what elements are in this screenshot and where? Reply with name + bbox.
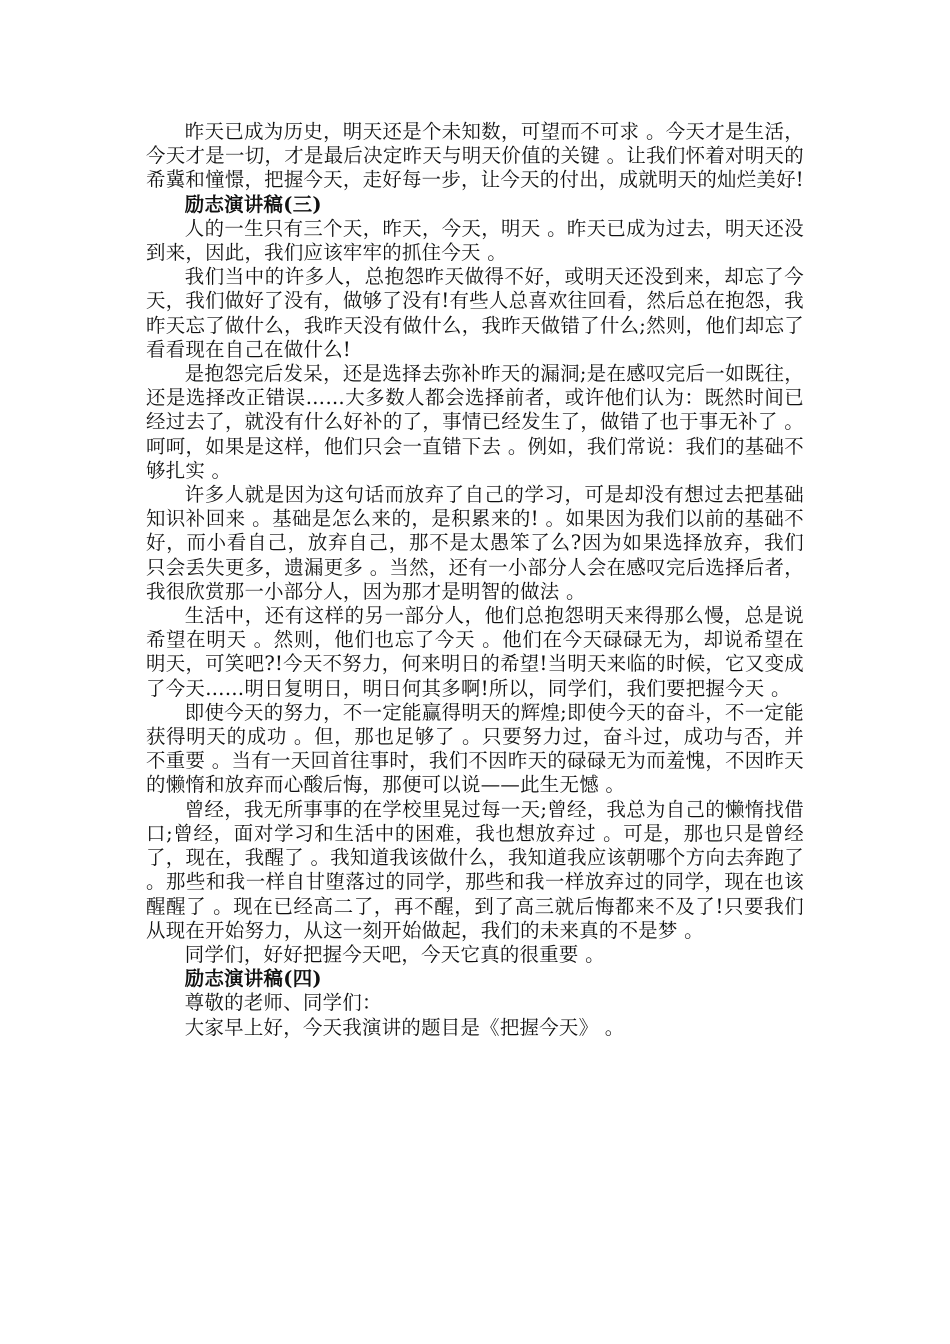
paragraph: 昨天已成为历史，明天还是个未知数，可望而不可求 。今天才是生活，今天才是一切，才是最后决定昨天与明天价值的关键 。让我们怀着对明天的希冀和憧憬，把握今天，走好每一步，让今天的付出，成就明天的灿烂美好! <box>146 120 804 192</box>
paragraph: 人的一生只有三个天，昨天，今天，明天 。昨天已成为过去，明天还没到来，因此，我们应该牢牢的抓住今天 。 <box>146 216 804 265</box>
paragraph: 大家早上好，今天我演讲的题目是《把握今天》 。 <box>184 1015 625 1039</box>
document-body <box>146 120 804 1040</box>
paragraph: 即使今天的努力，不一定能赢得明天的辉煌;即使今天的奋斗，不一定能获得明天的成功 。但，那也足够了 。只要努力过，奋斗过，成功与否，并不重要 。当有一天回首往事时，我们不因昨天的碌碌无为而羞愧，不因昨天的懒惰和放弃而心酸后悔，那便可以说——此生无憾 。 <box>146 700 804 797</box>
paragraph: 我们当中的许多人，总抱怨昨天做得不好，或明天还没到来，却忘了今天，我们做好了没有，做够了没有!有些人总喜欢往回看，然后总在抱怨，我昨天忘了做什么，我昨天没有做什么，我昨天做错了什么;然则，他们却忘了看看现在自己在做什么! <box>146 265 804 361</box>
paragraph: 是抱怨完后发呆，还是选择去弥补昨天的漏洞;是在感叹完后一如既往，还是选择改正错误……大多数人都会选择前者，或许他们认为：既然时间已经过去了，就没有什么好补的了，事情已经发生了，做错了也于事无补了 。呵呵，如果是这样，他们只会一直错下去 。例如，我们常说：我们的基础不够扎实 。 <box>146 362 804 482</box>
salutation: 尊敬的老师、同学们： <box>184 991 382 1015</box>
paragraph: 曾经，我无所事事的在学校里晃过每一天;曾经，我总为自己的懒惰找借口;曾经，面对学习和生活中的困难，我也想放弃过 。可是，那也只是曾经了，现在，我醒了 。我知道我该做什么，我知道我应该朝哪个方向去奔跑了 。那些和我一样自甘堕落过的同学，那些和我一样放弃过的同学，现在也该醒醒了 。现在已经高二了，再不醒，到了高三就后悔都来不及了!只要我们从现在开始努力，从这一刻开始做起，我们的未来真的不是梦 。 <box>146 797 804 942</box>
paragraph: 同学们，好好把握今天吧，今天它真的很重要 。 <box>184 942 605 966</box>
paragraph: 生活中，还有这样的另一部分人，他们总抱怨明天来得那么慢，总是说希望在明天 。然则，他们也忘了今天 。他们在今天碌碌无为，却说希望在明天，可笑吧?!今天不努力，何来明日的希望!当明天来临的时候，它又变成了今天……明日复明日，明日何其多啊!所以，同学们，我们要把握今天 。 <box>146 604 804 700</box>
section-heading: 励志演讲稿(四) <box>184 967 322 991</box>
paragraph: 许多人就是因为这句话而放弃了自己的学习，可是却没有想过去把基础知识补回来 。基础是怎么来的，是积累来的! 。如果因为我们以前的基础不好，而小看自己，放弃自己，那不是太愚笨了么?因为如果选择放弃，我们只会丢失更多，遗漏更多 。当然，还有一小部分人会在感叹完后选择后者，我很欣赏那一小部分人，因为那才是明智的做法 。 <box>146 483 804 603</box>
section-heading: 励志演讲稿(三) <box>184 192 322 216</box>
